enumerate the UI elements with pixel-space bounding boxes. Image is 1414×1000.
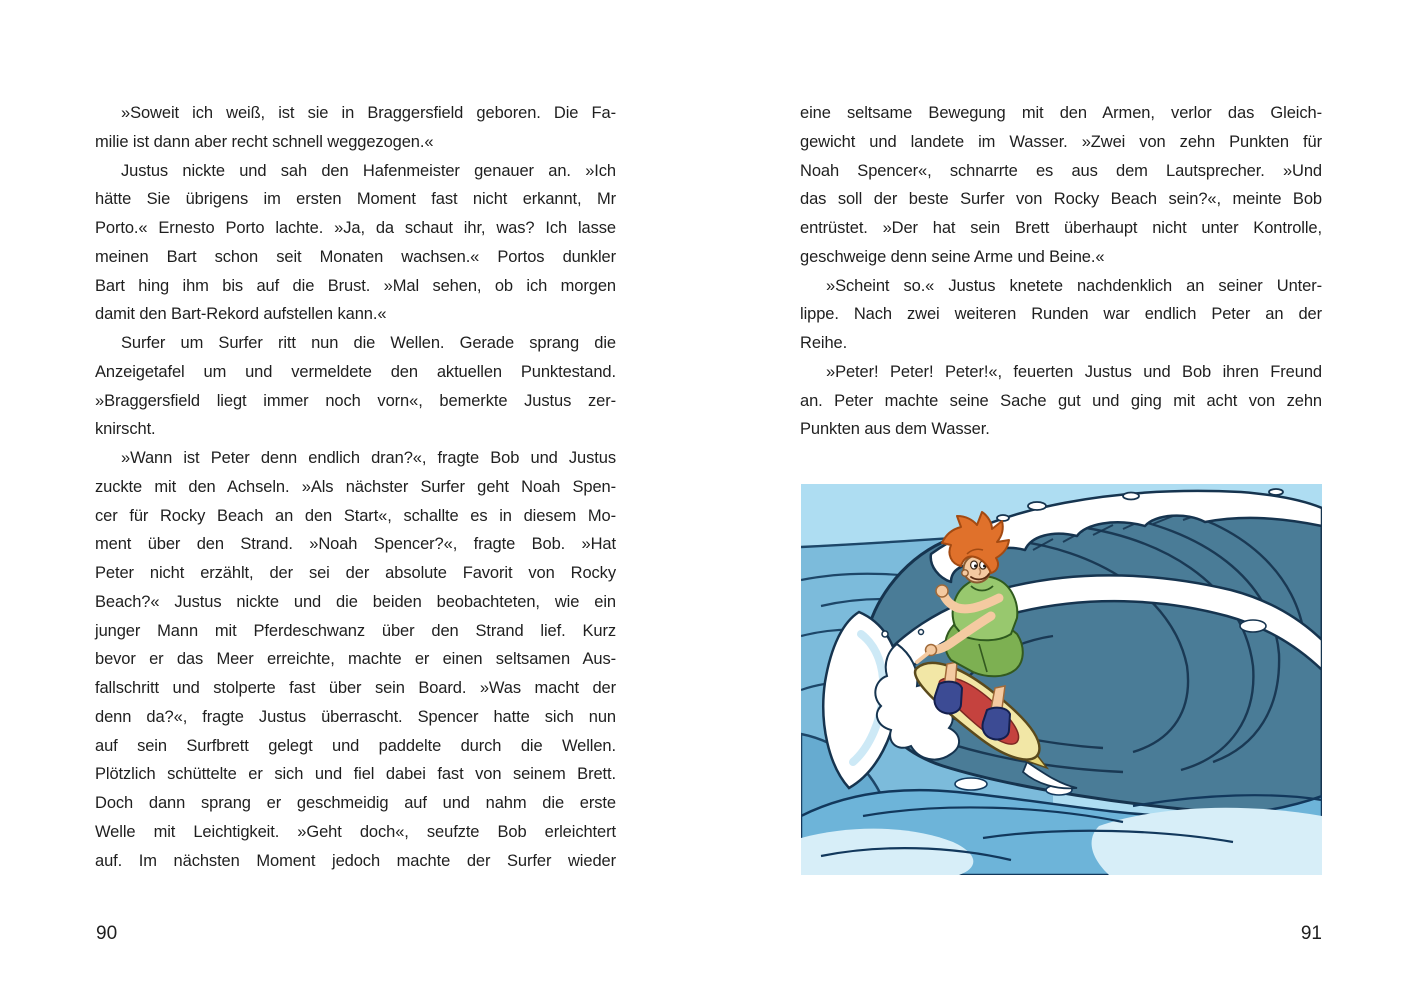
text-line: an. Peter machte seine Sache gut und ging mit acht von zehn — [800, 391, 1322, 410]
text-line: zuckte mit den Achseln. »Als nächster Surfer geht Noah Spen- — [95, 477, 616, 496]
left-page-text-column — [95, 99, 616, 875]
text-line: meinen Bart schon seit Monaten wachsen.« Portos dunkler — [95, 247, 616, 266]
text-line: milie ist dann aber recht schnell weggezogen.« — [95, 132, 434, 151]
text-line: damit den Bart-Rekord aufstellen kann.« — [95, 305, 387, 324]
text-line: eine seltsame Bewegung mit den Armen, verlor das Gleich- — [800, 104, 1322, 122]
raised-hand — [936, 585, 948, 597]
back-boot — [982, 708, 1010, 740]
text-line: Bart hing ihm bis auf die Brust. »Mal sehen, ob ich morgen — [95, 276, 616, 295]
text-line: Anzeigetafel um und vermeldete den aktuellen Punktestand. — [95, 362, 616, 381]
text-line: Plötzlich schüttelte er sich und fiel dabei fast von seinem Brett. — [95, 765, 616, 784]
text-line: »Wann ist Peter denn endlich dran?«, fragte Bob und Justus — [121, 449, 616, 467]
text-line: Justus nickte und sah den Hafenmeister genauer an. »Ich — [121, 161, 616, 180]
page-number-right: 91 — [1300, 923, 1322, 944]
text-line: geschweige denn seine Arme und Beine.« — [800, 247, 1105, 266]
text-line: hätte Sie übrigens im ersten Moment fast nicht erkannt, Mr — [95, 190, 616, 209]
text-line: Beach?« Justus nickte und die beiden beobachteten, wie ein — [95, 592, 616, 611]
text-line: Punkten aus dem Wasser. — [800, 420, 990, 439]
front-boot — [934, 682, 962, 714]
text-line: »Scheint so.« Justus knetete nachdenklich an seiner Unter- — [826, 276, 1322, 295]
text-line: Reihe. — [800, 334, 848, 352]
foam-lump — [1240, 620, 1266, 632]
text-line: Peter nicht erzählt, der sei der absolute Favorit von Rocky — [95, 564, 616, 582]
text-line: cer für Rocky Beach an den Start«, schallte es in diesem Mo- — [95, 506, 616, 525]
ear — [962, 570, 968, 576]
text-line: »Braggersfield liegt immer noch vorn«, bemerkte Justus zer- — [95, 391, 616, 410]
text-line: bevor er das Meer erreichte, machte er einen seltsamen Aus- — [95, 650, 616, 669]
text-line: Doch dann sprang er geschmeidig auf und nahm die erste — [95, 794, 616, 812]
right-page-text-column — [800, 99, 1322, 444]
text-line: Surfer um Surfer ritt nun die Wellen. Gerade sprang die — [121, 334, 616, 352]
text-line: ment über den Strand. »Noah Spencer?«, fragte Bob. »Hat — [95, 535, 616, 554]
text-line: auf. Im nächsten Moment jedoch machte der Surfer wieder — [95, 851, 616, 870]
text-line: fallschritt und stolperte fast über sein Board. »Was macht der — [95, 679, 616, 697]
text-line: auf sein Surfbrett gelegt und paddelte durch die Wellen. — [95, 736, 616, 755]
text-line: gewicht und landete im Wasser. »Zwei von zehn Punkten für — [800, 132, 1322, 151]
text-line: Welle mit Leichtigkeit. »Geht doch«, seufzte Bob erleichtert — [95, 822, 616, 841]
text-line: junger Mann mit Pferdeschwanz über den Strand lief. Kurz — [95, 621, 616, 640]
text-line: »Soweit ich weiß, ist sie in Braggersfield geboren. Die Fa- — [121, 104, 616, 122]
text-line: das soll der beste Surfer von Rocky Beach sein?«, meinte Bob — [800, 190, 1322, 209]
text-line: lippe. Nach zwei weiteren Runden war endlich Peter an der — [800, 305, 1322, 324]
illustration-frame — [801, 484, 1322, 875]
text-line: denn da?«, fragte Justus überrascht. Spencer hatte sich nun — [95, 707, 616, 726]
text-line: entrüstet. »Der hat sein Brett überhaupt nicht unter Kontrolle, — [800, 219, 1322, 237]
surfer-wave-illustration — [801, 484, 1322, 875]
text-line: Porto.« Ernesto Porto lachte. »Ja, da schaut ihr, was? Ich lasse — [95, 219, 616, 237]
text-line: »Peter! Peter! Peter!«, feuerten Justus und Bob ihren Freund — [826, 362, 1322, 381]
text-line: Noah Spencer«, schnarrte es aus dem Lautsprecher. »Und — [800, 161, 1322, 180]
page-number-left: 90 — [96, 923, 118, 944]
text-line: knirscht. — [95, 420, 156, 439]
